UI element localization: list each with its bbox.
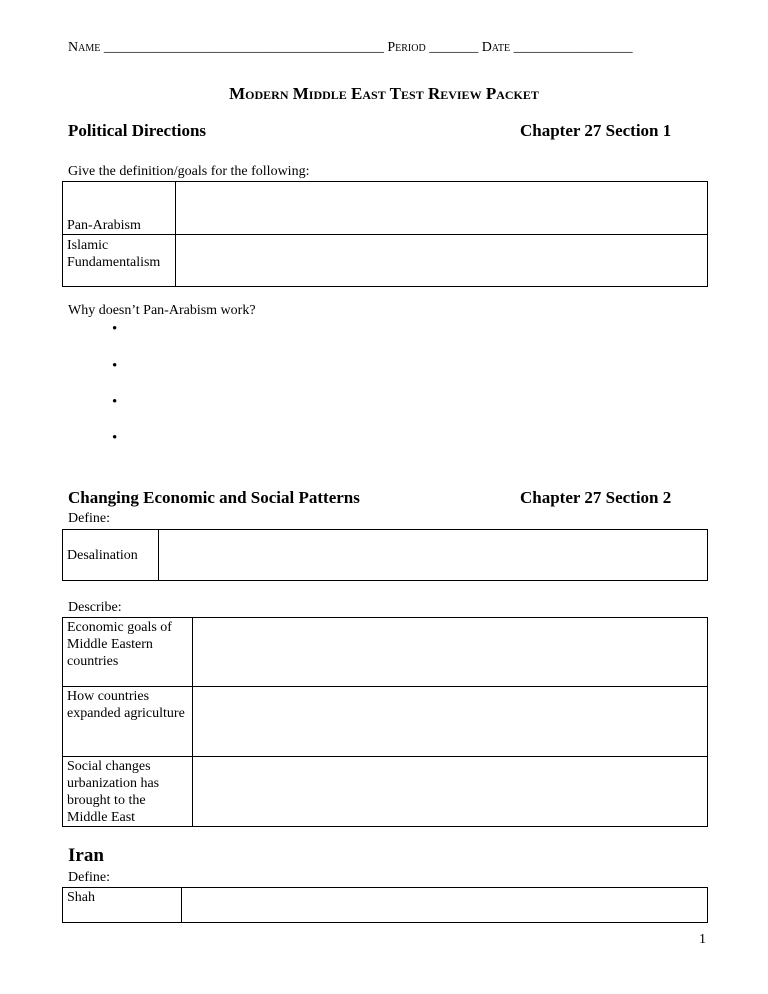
- name-label: Name: [68, 40, 101, 55]
- answer-cell-shah[interactable]: [182, 888, 708, 923]
- student-info-header: [68, 40, 633, 56]
- table-row: [63, 182, 708, 235]
- bullet-point: •: [112, 358, 118, 374]
- term-expanded-agriculture: How countries expanded agriculture: [63, 687, 193, 757]
- section-1-question: Why doesn’t Pan-Arabism work?: [68, 303, 256, 318]
- bullet-point: •: [112, 394, 118, 410]
- term-urbanization-changes: Social changes urbanization has brought to the Middle East: [63, 757, 193, 827]
- page-title-text: Modern Middle East Test Review Packet: [229, 84, 539, 103]
- term-pan-arabism: Pan-Arabism: [63, 182, 176, 235]
- section-3-define-label: Define:: [68, 870, 110, 885]
- bullet-point: •: [112, 321, 118, 337]
- answer-cell-economic-goals[interactable]: [193, 618, 708, 687]
- answer-cell-desalination[interactable]: [159, 530, 708, 581]
- answer-cell-pan-arabism[interactable]: [176, 182, 708, 235]
- table-row: [63, 687, 708, 757]
- section-2-heading: Changing Economic and Social Patterns: [68, 488, 360, 507]
- term-islamic-fundamentalism: Islamic Fundamentalism: [63, 235, 176, 287]
- page-number: 1: [699, 932, 706, 947]
- period-blank[interactable]: _______: [429, 40, 479, 55]
- section-1-chapter: Chapter 27 Section 1: [520, 121, 672, 140]
- page-title: [0, 84, 768, 104]
- section-3-heading: Iran: [68, 845, 104, 866]
- table-row: [63, 618, 708, 687]
- section-2-chapter: Chapter 27 Section 2: [520, 488, 672, 507]
- term-desalination: Desalination: [63, 530, 159, 581]
- table-row: [63, 235, 708, 287]
- term-economic-goals: Economic goals of Middle Eastern countries: [63, 618, 193, 687]
- describe-table: [62, 617, 708, 827]
- table-row: [63, 757, 708, 827]
- section-2-define-label: Define:: [68, 511, 110, 526]
- term-shah: Shah: [63, 888, 182, 923]
- section-1-instruction: Give the definition/goals for the following:: [68, 164, 310, 179]
- section-2-describe-label: Describe:: [68, 600, 122, 615]
- iran-define-table: [62, 887, 708, 923]
- date-label: Date: [481, 40, 511, 55]
- table-row: [63, 888, 708, 923]
- name-blank[interactable]: ________________________________________: [103, 40, 384, 55]
- answer-cell-islamic-fundamentalism[interactable]: [176, 235, 708, 287]
- date-blank[interactable]: _________________: [513, 40, 633, 55]
- definitions-table: [62, 181, 708, 287]
- define-table: [62, 529, 708, 581]
- section-1-heading: Political Directions: [68, 121, 207, 140]
- answer-cell-expanded-agriculture[interactable]: [193, 687, 708, 757]
- table-row: [63, 530, 708, 581]
- period-label: Period: [387, 40, 426, 55]
- answer-cell-urbanization-changes[interactable]: [193, 757, 708, 827]
- bullet-point: •: [112, 430, 118, 446]
